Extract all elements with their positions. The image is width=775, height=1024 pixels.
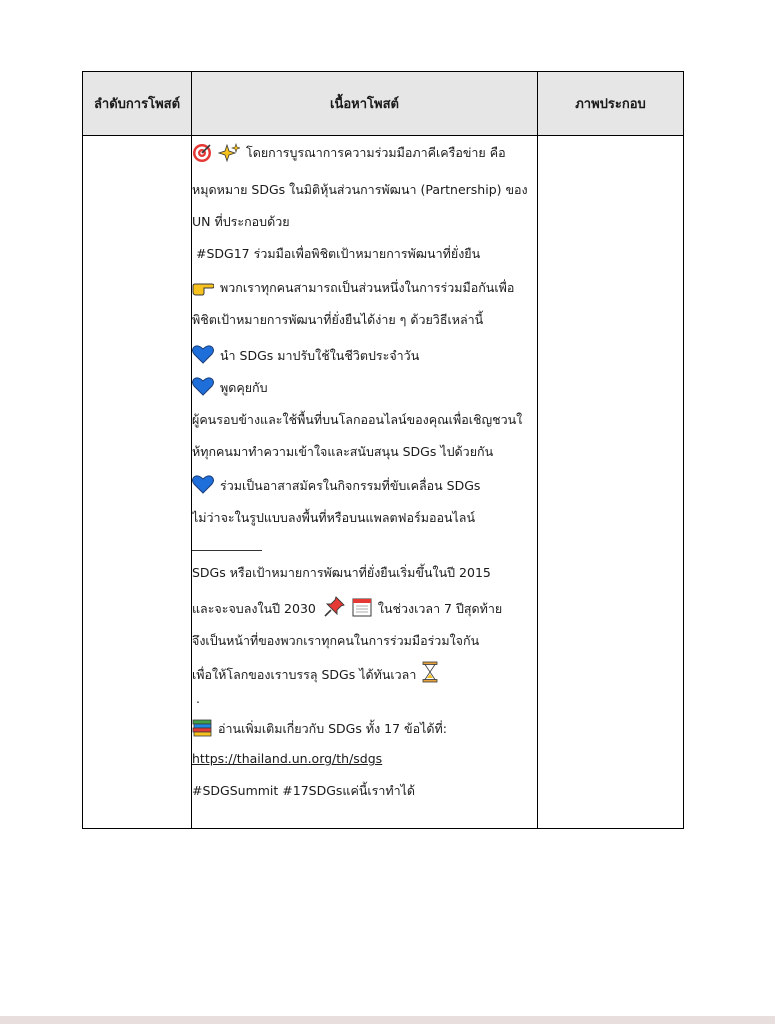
post-line: หมุดหมาย SDGs ในมิติหุ้นส่วนการพัฒนา (Partnership) ของ: [192, 182, 528, 197]
post-line: เพื่อให้โลกของเราบรรลุ SDGs ได้ทันเวลา: [192, 649, 537, 683]
hourglass-icon: [422, 661, 438, 683]
blue-heart-icon: [192, 344, 214, 364]
post-line: นำ SDGs มาปรับใช้ในชีวิตประจำวัน: [192, 328, 537, 364]
post-line: ผู้คนรอบข้างและใช้พื้นที่บนโลกออนไลน์ของคุณเพื่อเชิญชวนใ: [192, 412, 523, 427]
post-table: [82, 71, 684, 829]
pushpin-icon: [324, 595, 346, 617]
pointing-hand-icon: [192, 280, 214, 296]
post-hashtag-sdg17: #SDG17 ร่วมมือเพื่อพิชิตเป้าหมายการพัฒนาที่ยั่งยืน: [196, 246, 481, 261]
post-line: ไม่ว่าจะในรูปแบบลงพื้นที่หรือบนแพลตฟอร์มออนไลน์: [192, 510, 475, 525]
post-line: พิชิตเป้าหมายการพัฒนาที่ยั่งยืนได้ง่าย ๆ ด้วยวิธีเหล่านี้: [192, 312, 484, 327]
post-line: อ่านเพิ่มเติมเกี่ยวกับ SDGs ทั้ง 17 ข้อได้ที่:: [192, 707, 537, 737]
post-line: พวกเราทุกคนสามารถเป็นส่วนหนึ่งในการร่วมมือกันเพื่อ: [192, 262, 537, 296]
post-line: พูดคุยกับ: [192, 364, 537, 396]
table-header-row: [83, 72, 684, 136]
header-illustration: ภาพประกอบ: [538, 72, 684, 136]
post-line: UN ที่ประกอบด้วย: [192, 214, 290, 229]
sdgs-link[interactable]: https://thailand.un.org/th/sdgs: [192, 751, 383, 766]
page-bottom-edge: [0, 1016, 775, 1024]
books-icon: [192, 719, 212, 737]
post-line: โดยการบูรณาการความร่วมมือภาคีเครือข่าย คือ: [192, 140, 537, 166]
blue-heart-icon: [192, 376, 214, 396]
header-post-content: เนื้อหาโพสต์: [192, 72, 538, 136]
illustration-cell: [538, 136, 684, 829]
post-line: ห้ทุกคนมาทำความเข้าใจและสนับสนุน SDGs ไปด้วยกัน: [192, 444, 494, 459]
header-post-order: ลำดับการโพสต์: [83, 72, 192, 136]
post-line: SDGs หรือเป้าหมายการพัฒนาที่ยั่งยืนเริ่มขึ้นในปี 2015: [192, 565, 491, 580]
calendar-icon: [352, 597, 372, 617]
post-order-cell: [83, 136, 192, 829]
target-icon: [192, 143, 212, 163]
blue-heart-icon: [192, 474, 214, 494]
post-line: .: [196, 691, 200, 706]
post-line: จึงเป็นหน้าที่ของพวกเราทุกคนในการร่วมมือร่วมใจกัน: [192, 633, 480, 648]
post-content-cell: [192, 136, 538, 829]
post-line: ร่วมเป็นอาสาสมัครในกิจกรรมที่ขับเคลื่อน SDGs: [192, 460, 537, 494]
table-row: [83, 136, 684, 829]
sparkles-icon: [218, 143, 240, 163]
post-hashtags: #SDGSummit #17SDGsแค่นี้เราทำได้: [192, 783, 416, 798]
post-line: และจะจบลงในปี 2030 ในช่วงเวลา 7 ปีสุดท้าย: [192, 581, 537, 617]
